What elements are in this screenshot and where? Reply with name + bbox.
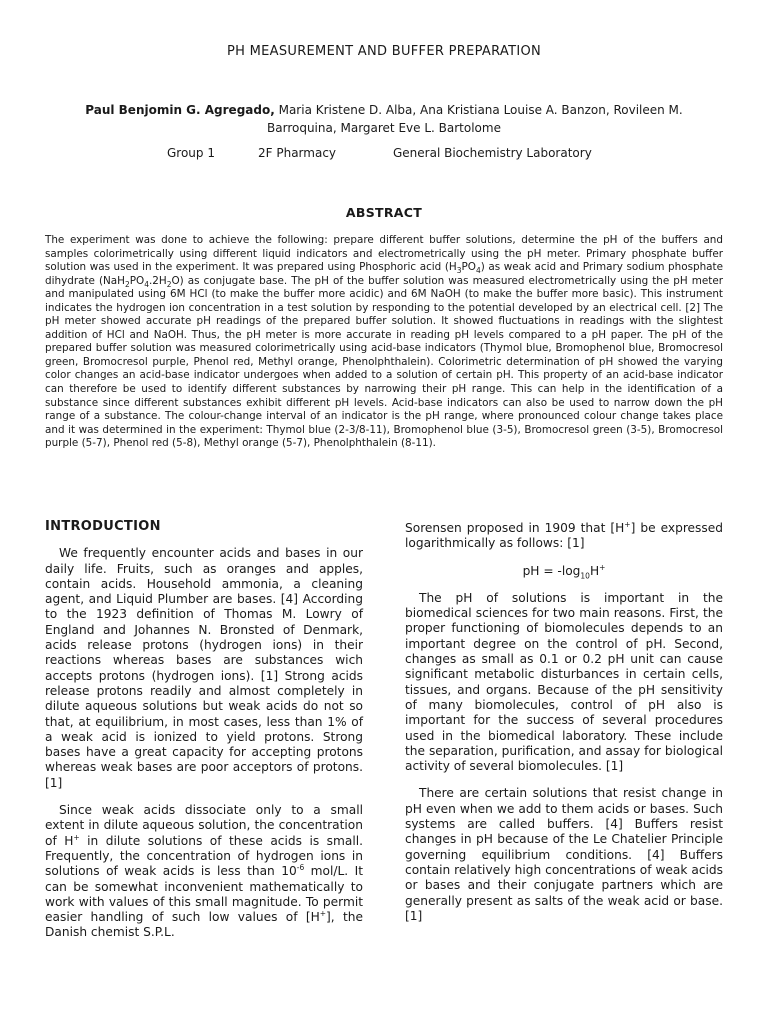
intro-paragraph-5: There are certain solutions that resist change in pH even when we add to them acids or bases. Such systems are called buffers. [4] Buffers resist changes in pH because of the Le Chatelier Principle governing equilibrium conditions. [4] Buffers contain relatively high concentrations of weak acids or bases and their conjugate partners which are generally present as salts of the weak acid or base. [1] xyxy=(405,786,723,923)
coauthors: Maria Kristene D. Alba, Ana Kristiana Louise A. Banzon, Rovileen M. Barroquina, Margaret Eve L. Bartolome xyxy=(267,103,683,135)
course-label: General Biochemistry Laboratory xyxy=(393,146,592,160)
paper-title: PH MEASUREMENT AND BUFFER PREPARATION xyxy=(226,44,542,59)
intro-paragraph-3: Sorensen proposed in 1909 that [H+] be expressed logarithmically as follows: [1] xyxy=(405,519,723,551)
abstract-heading: ABSTRACT xyxy=(345,205,423,220)
intro-paragraph-1: We frequently encounter acids and bases in our daily life. Fruits, such as oranges and apples, contain acids. Household ammonia, a cleaning agent, and Liquid Plumber are bases. [4] According to the 1923 definition of Thomas M. Lowry of England and Johannes N. Bronsted of Denmark, acids release protons (hydrogen ions) in their reactions whereas bases are substances wich accepts protons (hydrogen ions). [1] Strong acids release protons readily and almost completely in dilute aqueous solutions but weak acids do not so that, at equilibrium, in most cases, less than 1% of a weak acid is ionized to yield protons. Strong bases have a great capacity for accepting protons whereas weak bases are poor acceptors of protons. [1] xyxy=(45,546,363,790)
right-column xyxy=(405,521,723,936)
intro-paragraph-2: Since weak acids dissociate only to a small extent in dilute aqueous solution, the concentration of H+ in dilute solutions of these acids is small. Frequently, the concentration of hydrogen ions in solutions of weak acids is less than $10^{-6}$ mol/L. It can be somewhat inconvenient mathematically to work with values of this small magnitude. To permit easier handling of such low values of [H+], the Danish chemist S.P.L. xyxy=(45,803,364,940)
lead-author: Paul Benjomin G. Agregado, xyxy=(85,103,275,117)
section-label: 2F Pharmacy xyxy=(258,146,337,160)
introduction-heading: INTRODUCTION xyxy=(45,519,161,534)
left-column xyxy=(45,519,363,953)
author-list xyxy=(60,101,708,137)
ph-formula: pH = $-\log_{10}H^+$ xyxy=(522,562,606,581)
group-label: Group 1 xyxy=(167,146,215,160)
intro-paragraph-4: The pH of solutions is important in the biomedical sciences for two main reasons. First, the proper functioning of biomolecules depends to an important degree on the control of pH. Second, changes as small as 0.1 or 0.2 pH unit can cause significant metabolic disturbances in certain cells, tissues, and organs. Because of the pH sensitivity of many biomolecules, control of pH also is important for the success of several procedures used in the biomedical laboratory. These include the separation, purification, and assay for biological activity of several biomolecules. [1] xyxy=(405,590,723,774)
abstract-body: The experiment was done to achieve the following: prepare different buffer solutions, determine the pH of the buffers and samples colorimetrically using different liquid indicators and electrometrically using the pH meter. Primary phosphate buffer solution was used in the experiment. It was prepared using Phosphoric acid $(H_3PO_4)$ as weak acid and Primary sodium phosphate dihydrate $(NaH_2PO_4.2H_2O)$ as conjugate base. The pH of the buffer solution was measured electrometrically using the pH meter and manipulated using 6M HCl (to make the buffer more acidic) and 6M NaOH (to make the buffer more basic). This instrument indicates the hydrogen ion concentration in a test solution by responding to the potential developed by an electrical cell. [2] The pH meter showed accurate pH readings of the prepared buffer solution. It showed fluctuations in readings with the slightest addition of HCl and NaOH. Thus, the pH meter is more accurate in reading pH levels compared to a pH paper. The pH of the prepared buffer solution was measured colorimetrically using acid-base indicators (Thymol blue, Bromophenol blue, Bromocresol green, Bromocresol purple, Phenol red, Methyl orange, Phenolphthalein). Colorimetric determination of pH showed the varying color changes an acid-base indicator undergoes when added to a solution of certain pH. This property of an acid-base indicator can therefore be used to identify different substances by narrowing their pH range. This can help in the identification of a substance since different substances exhibit different pH levels. Acid-base indicators can also be used to narrow down the pH range of a substance. The colour-change interval of an indicator is the pH range, where pronounced colour change takes place and it was determined in the experiment: Thymol blue (2-3/8-11), Bromophenol blue (3-5), Bromocresol green (3-5), Bromocresol purple (5-7), Phenol red (5-8), Methyl orange (5-7), Phenolphthalein (8-11). xyxy=(45,234,724,450)
